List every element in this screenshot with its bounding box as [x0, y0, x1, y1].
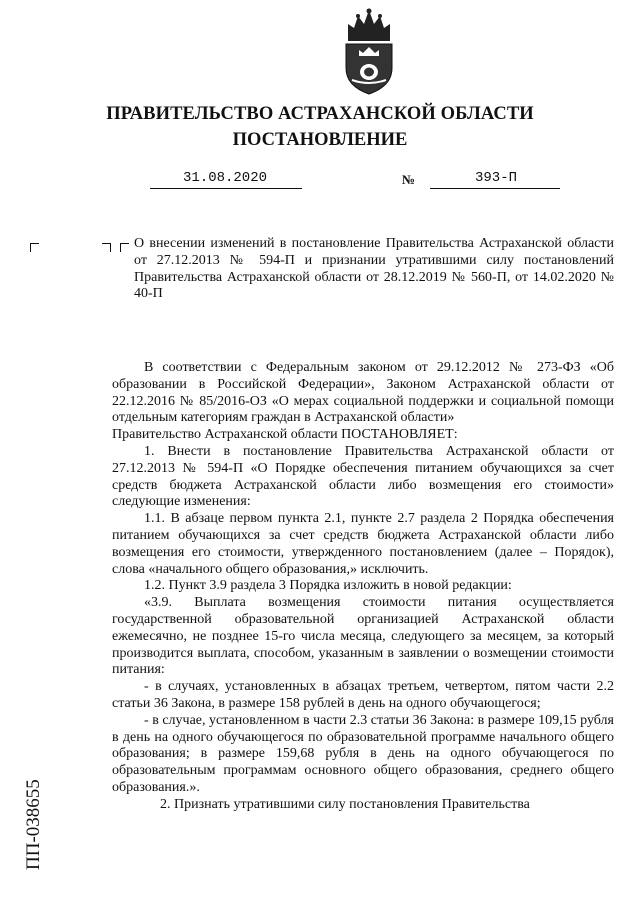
- item-1-2-paragraph: 1.2. Пункт 3.9 раздела 3 Порядка изложить в новой редакции:: [144, 578, 512, 594]
- item-1-paragraph: 1. Внести в постановление Правительства Астраханской области от 27.12.2013 № 594-П «О Порядке обеспечения питанием обучающихся за счет средств бюджета Астраханской области либо возмещения его стоимости» следующие изменения:: [112, 443, 614, 510]
- case-2-paragraph: - в случае, установленном в части 2.3 статьи 36 Закона: в размере 109,15 рубля в день на одного обучающегося по образовательной программе начального общего образования; в размере 159,68 рубля в день на одного обучающегося по образовательным программам основного общего образования, среднего общего образования.».: [112, 712, 614, 795]
- coat-of-arms-icon: [338, 6, 400, 96]
- case-1-paragraph: - в случаях, установленных в абзацах третьем, четвертом, пятом части 2.2 статьи 36 Закона, в размере 158 рублей в день на одного обучающегося;: [112, 679, 614, 711]
- item-1-1-paragraph: 1.1. В абзаце первом пункта 2.1, пункте 2.7 раздела 2 Порядка обеспечения питанием обучающихся за счет средств бюджета Астраханской области либо возмещения его стоимости, утвержденного постановлением (далее – Порядок), слова «начального общего образования,» исключить.: [112, 511, 614, 577]
- number-underline: [430, 188, 560, 189]
- subject-corner-mark-right: [102, 243, 111, 252]
- stamp-code: ПП-038655: [23, 779, 44, 870]
- number-label: №: [402, 172, 416, 187]
- registration-stamp: [20, 732, 46, 872]
- preamble-paragraph: В соответствии с Федеральным законом от 29.12.2012 № 273-ФЗ «Об образовании в Российской Федерации», Законом Астраханской области от 22.12.2016 № 85/2016-ОЗ «О мерах социальной поддержки и социальной помощи отдельным категориям граждан в Астраханской области»: [112, 360, 614, 426]
- document-date: 31.08.2020: [182, 170, 267, 186]
- subject-corner-mark-left: [120, 243, 129, 252]
- item-3-9-paragraph: «3.9. Выплата возмещения стоимости питания осуществляется государственной образовательной организацией Астраханской области ежемесячно, не позднее 15-го числа месяца, следующего за месяцем, за который производится выплата, способом, указанным в заявлении о возмещении стоимости питания:: [112, 595, 614, 678]
- document-number: 393-П: [474, 170, 517, 186]
- document-type-title: ПОСТАНОВЛЕНИЕ: [232, 130, 408, 150]
- item-2-paragraph: 2. Признать утратившими силу постановления Правительства: [160, 796, 530, 812]
- organization-title: ПРАВИТЕЛЬСТВО АСТРАХАНСКОЙ ОБЛАСТИ: [106, 104, 534, 124]
- document-body: [112, 360, 614, 814]
- date-underline: [150, 188, 302, 189]
- left-corner-mark: [30, 243, 39, 252]
- document-subject: О внесении изменений в постановление Правительства Астраханской области от 27.12.2013 № 594-П и признании утратившими силу постановлений Правительства Астраханской области от 28.12.2019 № 560-П, от 14.02.2020 № 40-П: [134, 236, 614, 302]
- resolution-paragraph: Правительство Астраханской области ПОСТАНОВЛЯЕТ:: [112, 427, 458, 443]
